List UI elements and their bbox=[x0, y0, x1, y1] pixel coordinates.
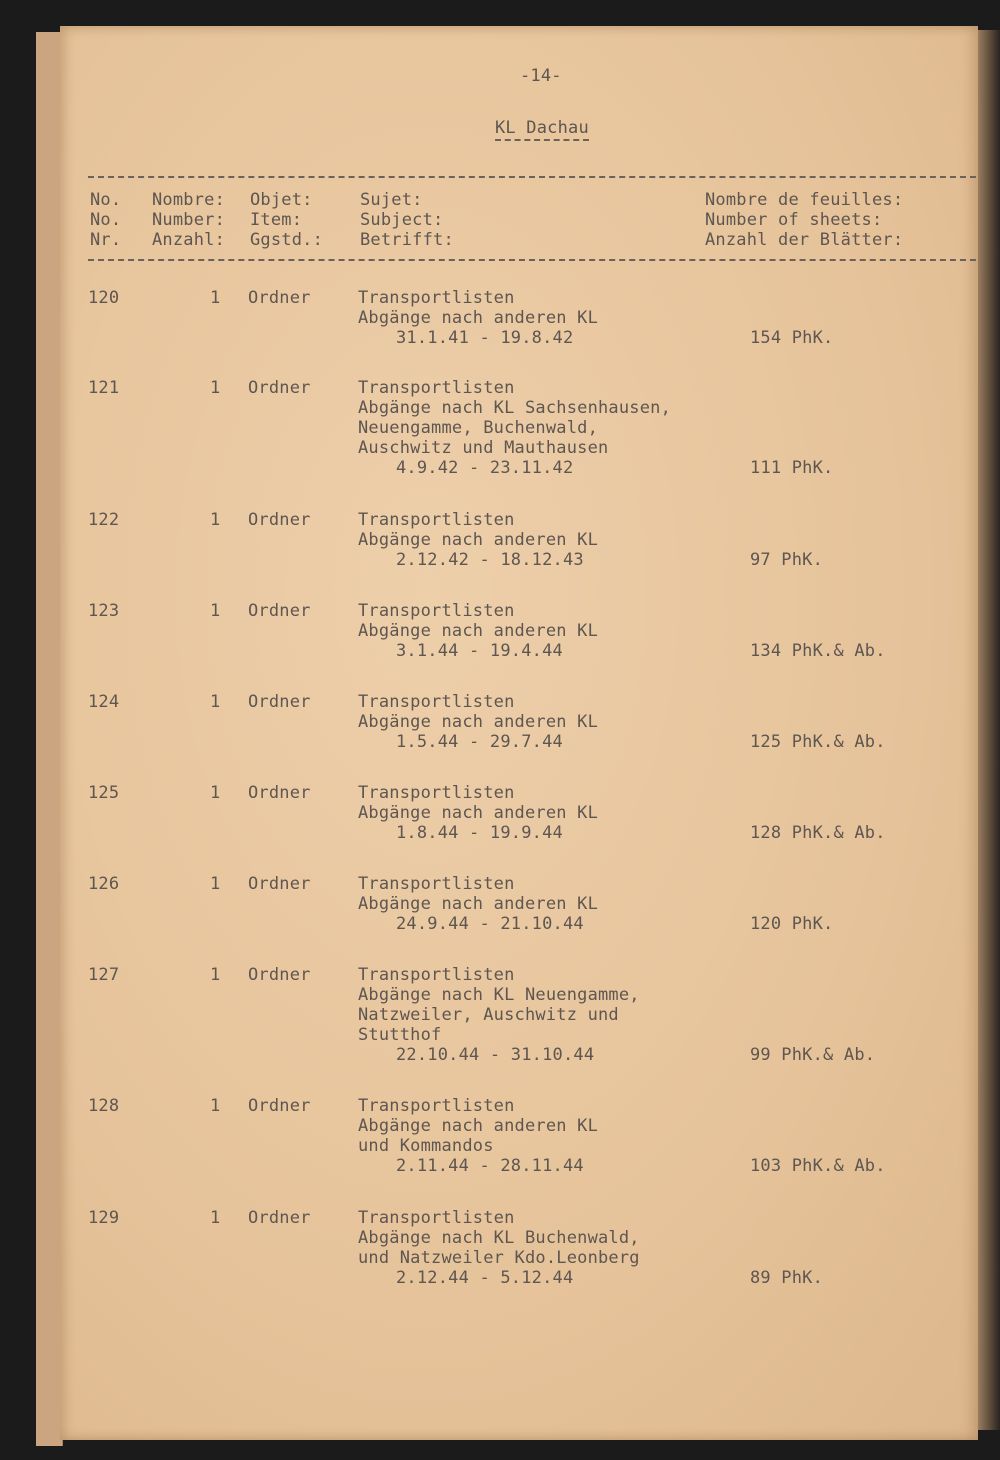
entry-count: 1 bbox=[210, 692, 221, 712]
document-page: -14- KL Dachau No. No. Nr. Nombre: Number: Anzahl: Objet: Item: Ggstd.: Sujet: Subject: Betrifft: Nombre de feuilles: Number of sheets: Anzahl der Blätter: 120 1 Ordner Transportlisten Abgänge nach anderen KL 31.1.41 - 19.8.42 154 PhK. 121 1 Ordner Transportlisten Abgänge nach KL Sachsenhausen, Neuengamme, Buchenwald, Auschwitz und Mauthausen 4.9.42 - 23.11.42 111 PhK. 122 1 Ordner Transportlisten Abgänge nach anderen KL 2.12.42 - 18.12.43 97 PhK. 123 1 Ordner Transportlisten Abgänge nach anderen KL 3.1.44 - 19.4.44 134 PhK.& Ab. 124 1 Ordner Transportlisten Abgänge nach anderen KL 1.5.44 - 29.7.44 125 PhK.& Ab. 125 1 Ordner Transportlisten Abgänge nach anderen KL 1.8.44 - 19.9.44 128 PhK.& Ab. 126 1 Ordner Transportlisten Abgänge nach anderen KL 24.9.44 - 21.10.44 120 PhK. 127 1 Ordner Transportlisten Abgänge nach KL Neuengamme, Natzweiler, Auschwitz und Stutthof 22.10.44 - 31.10.44 99 PhK.& Ab. 128 1 Ordner Transportlisten Abgänge nach anderen KL und Kommandos 2.11.44 - 28.11.44 103 PhK.& Ab. 129 1 Ordner Transportlisten Abgänge nach KL Buchenwald, und Natzweiler Kdo.Leonberg 2.12.44 - 5.12.44 89 PhK. bbox=[60, 26, 978, 1440]
entry-subject-line: und Natzweiler Kdo.Leonberg bbox=[358, 1248, 640, 1268]
entry-number: 128 bbox=[88, 1096, 120, 1116]
entry-number: 120 bbox=[88, 288, 120, 308]
entry-item: Ordner bbox=[248, 601, 311, 621]
entry-subject-line: Abgänge nach anderen KL bbox=[358, 712, 599, 732]
entry-subject-line: Abgänge nach KL Buchenwald, bbox=[358, 1228, 640, 1248]
entry-item: Ordner bbox=[248, 510, 311, 530]
entry-count: 1 bbox=[210, 601, 221, 621]
entry-count: 1 bbox=[210, 510, 221, 530]
entry-sheets: 111 PhK. bbox=[750, 458, 834, 478]
entry-subject-line: Transportlisten bbox=[358, 510, 515, 530]
entry-number: 127 bbox=[88, 965, 120, 985]
page-title: KL Dachau bbox=[495, 118, 589, 141]
entry-item: Ordner bbox=[248, 692, 311, 712]
entry-dates: 1.8.44 - 19.9.44 bbox=[396, 823, 563, 843]
entry-count: 1 bbox=[210, 288, 221, 308]
entry-number: 129 bbox=[88, 1208, 120, 1228]
entry-number: 125 bbox=[88, 783, 120, 803]
entry-item: Ordner bbox=[248, 965, 311, 985]
entry-count: 1 bbox=[210, 1208, 221, 1228]
entry-subject-line: Transportlisten bbox=[358, 692, 515, 712]
entry-item: Ordner bbox=[248, 1096, 311, 1116]
entry-subject-line: Abgänge nach anderen KL bbox=[358, 1116, 599, 1136]
entry-sheets: 97 PhK. bbox=[750, 550, 824, 570]
entry-subject-line: Natzweiler, Auschwitz und bbox=[358, 1005, 619, 1025]
entry-dates: 22.10.44 - 31.10.44 bbox=[396, 1045, 595, 1065]
entry-subject-line: Auschwitz und Mauthausen bbox=[358, 438, 609, 458]
entry-subject-line: Transportlisten bbox=[358, 874, 515, 894]
entry-number: 123 bbox=[88, 601, 120, 621]
entry-subject-line: Abgänge nach anderen KL bbox=[358, 530, 599, 550]
entry-dates: 4.9.42 - 23.11.42 bbox=[396, 458, 574, 478]
entry-subject-line: Neuengamme, Buchenwald, bbox=[358, 418, 599, 438]
entry-number: 124 bbox=[88, 692, 120, 712]
entry-count: 1 bbox=[210, 378, 221, 398]
entry-sheets: 154 PhK. bbox=[750, 328, 834, 348]
entry-item: Ordner bbox=[248, 1208, 311, 1228]
entry-dates: 1.5.44 - 29.7.44 bbox=[396, 732, 563, 752]
entry-count: 1 bbox=[210, 1096, 221, 1116]
entry-subject-line: Abgänge nach KL Neuengamme, bbox=[358, 985, 640, 1005]
entry-sheets: 128 PhK.& Ab. bbox=[750, 823, 886, 843]
entry-sheets: 103 PhK.& Ab. bbox=[750, 1156, 886, 1176]
entry-subject-line: Abgänge nach anderen KL bbox=[358, 803, 599, 823]
entry-sheets: 134 PhK.& Ab. bbox=[750, 641, 886, 661]
header-top-rule bbox=[88, 176, 976, 178]
entry-sheets: 99 PhK.& Ab. bbox=[750, 1045, 876, 1065]
entry-subject-line: Transportlisten bbox=[358, 601, 515, 621]
entry-dates: 2.11.44 - 28.11.44 bbox=[396, 1156, 584, 1176]
entry-dates: 3.1.44 - 19.4.44 bbox=[396, 641, 563, 661]
entry-dates: 24.9.44 - 21.10.44 bbox=[396, 914, 584, 934]
entry-count: 1 bbox=[210, 965, 221, 985]
entry-sheets: 89 PhK. bbox=[750, 1268, 824, 1288]
entry-item: Ordner bbox=[248, 783, 311, 803]
entry-subject-line: Transportlisten bbox=[358, 288, 515, 308]
entry-sheets: 120 PhK. bbox=[750, 914, 834, 934]
entry-subject-line: Abgänge nach anderen KL bbox=[358, 621, 599, 641]
entry-item: Ordner bbox=[248, 874, 311, 894]
entry-dates: 2.12.42 - 18.12.43 bbox=[396, 550, 584, 570]
header-bottom-rule bbox=[88, 259, 976, 261]
entry-sheets: 125 PhK.& Ab. bbox=[750, 732, 886, 752]
entry-subject-line: Abgänge nach anderen KL bbox=[358, 308, 599, 328]
entry-subject-line: Transportlisten bbox=[358, 378, 515, 398]
entry-number: 121 bbox=[88, 378, 120, 398]
entry-subject-line: und Kommandos bbox=[358, 1136, 494, 1156]
entry-subject-line: Transportlisten bbox=[358, 783, 515, 803]
entry-item: Ordner bbox=[248, 378, 311, 398]
entry-count: 1 bbox=[210, 874, 221, 894]
entry-number: 126 bbox=[88, 874, 120, 894]
entry-dates: 2.12.44 - 5.12.44 bbox=[396, 1268, 574, 1288]
entry-item: Ordner bbox=[248, 288, 311, 308]
entry-number: 122 bbox=[88, 510, 120, 530]
entry-subject-line: Stutthof bbox=[358, 1025, 442, 1045]
entry-subject-line: Transportlisten bbox=[358, 1208, 515, 1228]
entry-dates: 31.1.41 - 19.8.42 bbox=[396, 328, 574, 348]
entry-subject-line: Abgänge nach anderen KL bbox=[358, 894, 599, 914]
entry-subject-line: Abgänge nach KL Sachsenhausen, bbox=[358, 398, 672, 418]
entry-count: 1 bbox=[210, 783, 221, 803]
entry-subject-line: Transportlisten bbox=[358, 965, 515, 985]
page-number: -14- bbox=[520, 66, 562, 86]
entry-subject-line: Transportlisten bbox=[358, 1096, 515, 1116]
